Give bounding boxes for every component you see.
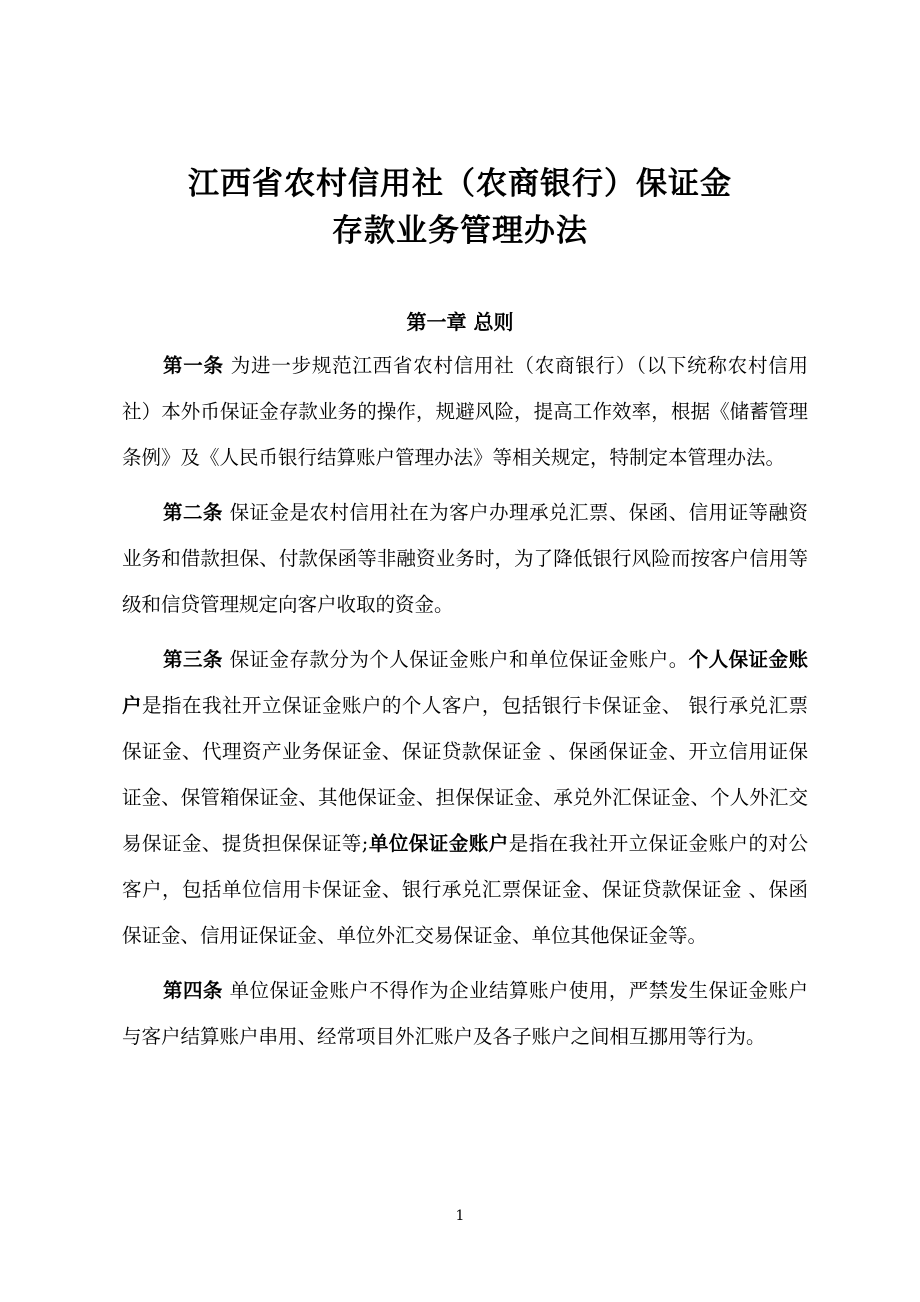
article-3-text-a: 保证金存款分为个人保证金账户和单位保证金账户。	[229, 648, 689, 671]
document-body	[122, 343, 808, 1069]
article-3-term-personal: 个人保证金账户	[122, 648, 808, 717]
article-3-label: 第三条	[163, 648, 223, 671]
article-4-text: 单位保证金账户不得作为企业结算账户使用，严禁发生保证金账户与客户结算账户串用、经常项目外汇账户及各子账户之间相互挪用等行为。	[122, 979, 808, 1048]
article-4-label: 第四条	[163, 979, 223, 1002]
article-1	[122, 343, 808, 481]
article-1-label: 第一条	[163, 354, 224, 377]
page-number: 1	[455, 1208, 465, 1224]
article-2	[122, 490, 808, 628]
document-title-line-2: 存款业务管理办法	[332, 213, 588, 249]
article-2-label: 第二条	[163, 501, 223, 524]
article-1-text: 为进一步规范江西省农村信用社（农商银行）（以下统称农村信用社）本外币保证金存款业务的操作，规避风险，提高工作效率，根据《储蓄管理条例》及《人民币银行结算账户管理办法》等相关规定，特制定本管理办法。	[122, 354, 808, 469]
article-3-text-c: 是指在我社开立保证金账户的对公客户，包括单位信用卡保证金、银行承兑汇票保证金、保证贷款保证金 、保函保证金、信用证保证金、单位外汇交易保证金、单位其他保证金等。	[122, 832, 808, 947]
article-2-text: 保证金是农村信用社在为客户办理承兑汇票、保函、信用证等融资业务和借款担保、付款保函等非融资业务时，为了降低银行风险而按客户信用等级和信贷管理规定向客户收取的资金。	[122, 501, 808, 616]
document-title-line-1: 江西省农村信用社（农商银行）保证金	[188, 166, 732, 202]
article-4	[122, 968, 808, 1060]
article-3-text-b: 是指在我社开立保证金账户的个人客户，包括银行卡保证金、 银行承兑汇票保证金、代理资产业务保证金、保证贷款保证金 、保函保证金、开立信用证保证金、保管箱保证金、其他保证金、担保保证金、承兑外汇保证金、个人外汇交易保证金、提货担保保证等;	[122, 694, 808, 855]
article-3	[122, 637, 808, 959]
chapter-heading: 第一章 总则	[406, 310, 514, 334]
article-3-term-unit: 单位保证金账户	[368, 832, 509, 855]
